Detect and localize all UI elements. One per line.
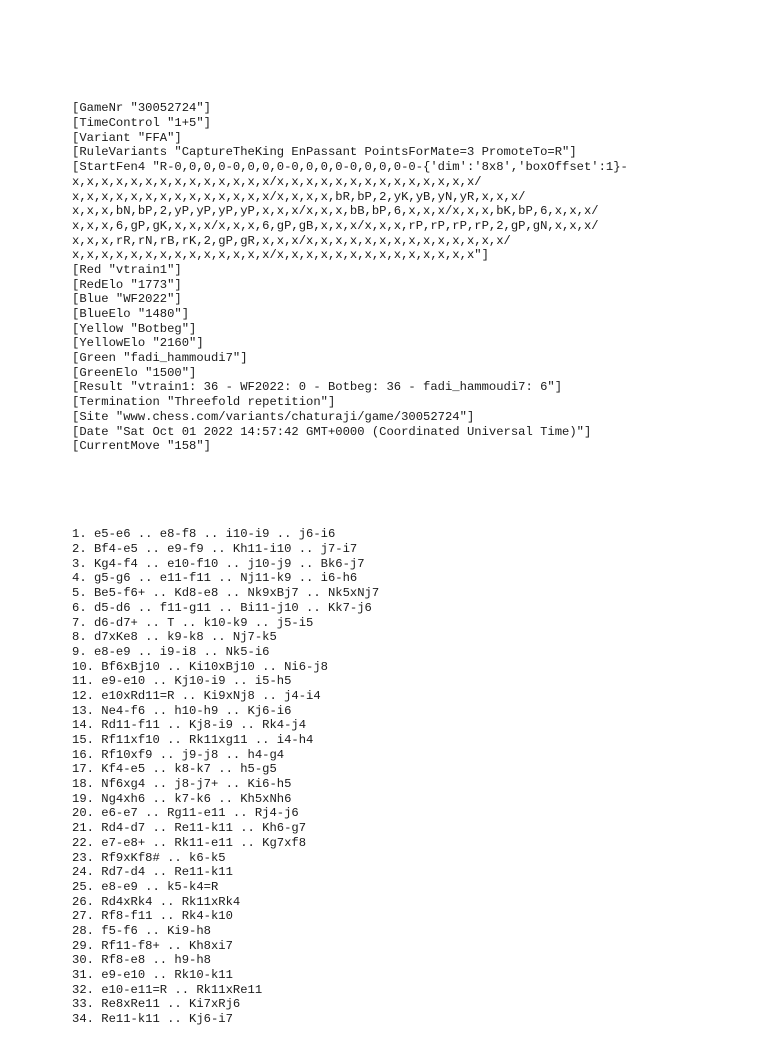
header-tag-line: x,x,x,rR,rN,rB,rK,2,gP,gR,x,x,x/x,x,x,x,x,x,x,x,x,x,x,x,x,x/ bbox=[72, 233, 511, 248]
move-line: 1. e5-e6 .. e8-f8 .. i10-i9 .. j6-i6 bbox=[72, 527, 336, 542]
move-line: 15. Rf11xf10 .. Rk11xg11 .. i4-h4 bbox=[72, 733, 314, 748]
header-tag-line: [GreenElo "1500"] bbox=[72, 365, 197, 380]
move-line: 8. d7xKe8 .. k9-k8 .. Nj7-k5 bbox=[72, 630, 277, 645]
header-tag-line: x,x,x,bN,bP,2,yP,yP,yP,yP,x,x,x/x,x,x,bB,bP,6,x,x,x/x,x,x,bK,bP,6,x,x,x/ bbox=[72, 204, 599, 219]
header-tag-line: [Result "vtrain1: 36 - WF2022: 0 - Botbeg: 36 - fadi_hammoudi7: 6"] bbox=[72, 380, 563, 395]
move-line: 9. e8-e9 .. i9-i8 .. Nk5-i6 bbox=[72, 644, 270, 659]
move-line: 11. e9-e10 .. Kj10-i9 .. i5-h5 bbox=[72, 674, 292, 689]
move-line: 26. Rd4xRk4 .. Rk11xRk4 bbox=[72, 894, 241, 909]
move-line: 3. Kg4-f4 .. e10-f10 .. j10-j9 .. Bk6-j7 bbox=[72, 556, 365, 571]
move-line: 18. Nf6xg4 .. j8-j7+ .. Ki6-h5 bbox=[72, 777, 292, 792]
header-tag-line: x,x,x,x,x,x,x,x,x,x,x,x,x,x/x,x,x,x,bR,bP,2,yK,yB,yN,yR,x,x,x/ bbox=[72, 189, 526, 204]
header-tag-line: [StartFen4 "R-0,0,0,0-0,0,0,0-0,0,0,0-0,0,0,0-0-{'dim':'8x8','boxOffset':1}- bbox=[72, 160, 628, 175]
move-line: 16. Rf10xf9 .. j9-j8 .. h4-g4 bbox=[72, 747, 285, 762]
blank-line bbox=[72, 483, 732, 498]
move-line: 25. e8-e9 .. k5-k4=R bbox=[72, 879, 219, 894]
header-tag-line: x,x,x,x,x,x,x,x,x,x,x,x,x,x/x,x,x,x,x,x,x,x,x,x,x,x,x,x"] bbox=[72, 248, 489, 263]
header-tag-line: [BlueElo "1480"] bbox=[72, 307, 190, 322]
header-tag-line: [Site "www.chess.com/variants/chaturaji/game/30052724"] bbox=[72, 409, 475, 424]
move-line: 22. e7-e8+ .. Rk11-e11 .. Kg7xf8 bbox=[72, 835, 307, 850]
header-tag-line: [Yellow "Botbeg"] bbox=[72, 321, 197, 336]
move-line: 12. e10xRd11=R .. Ki9xNj8 .. j4-i4 bbox=[72, 688, 321, 703]
move-line: 33. Re8xRe11 .. Ki7xRj6 bbox=[72, 997, 241, 1012]
header-tag-line: [Blue "WF2022"] bbox=[72, 292, 182, 307]
move-line: 30. Rf8-e8 .. h9-h8 bbox=[72, 953, 211, 968]
header-tag-line: x,x,x,6,gP,gK,x,x,x/x,x,x,6,gP,gB,x,x,x/x,x,x,rP,rP,rP,rP,2,gP,gN,x,x,x/ bbox=[72, 218, 599, 233]
move-line: 28. f5-f6 .. Ki9-h8 bbox=[72, 923, 211, 938]
move-line: 7. d6-d7+ .. T .. k10-k9 .. j5-i5 bbox=[72, 615, 314, 630]
header-tag-line: [Red "vtrain1"] bbox=[72, 262, 182, 277]
move-line: 34. Re11-k11 .. Kj6-i7 bbox=[72, 1012, 233, 1027]
move-line: 29. Rf11-f8+ .. Kh8xi7 bbox=[72, 938, 233, 953]
header-tag-line: [GameNr "30052724"] bbox=[72, 101, 211, 116]
pgn-header-tags bbox=[72, 101, 732, 454]
header-tag-line: [TimeControl "1+5"] bbox=[72, 116, 211, 131]
move-line: 4. g5-g6 .. e11-f11 .. Nj11-k9 .. i6-h6 bbox=[72, 571, 358, 586]
header-tag-line: [RuleVariants "CaptureTheKing EnPassant PointsForMate=3 PromoteTo=R"] bbox=[72, 145, 577, 160]
move-line: 10. Bf6xBj10 .. Ki10xBj10 .. Ni6-j8 bbox=[72, 659, 328, 674]
header-tag-line: [RedElo "1773"] bbox=[72, 277, 182, 292]
move-line: 13. Ne4-f6 .. h10-h9 .. Kj6-i6 bbox=[72, 703, 292, 718]
pgn-document bbox=[72, 72, 732, 1041]
header-tag-line: [Termination "Threefold repetition"] bbox=[72, 395, 336, 410]
pgn-move-list bbox=[72, 527, 732, 1026]
header-tag-line: x,x,x,x,x,x,x,x,x,x,x,x,x,x/x,x,x,x,x,x,x,x,x,x,x,x,x,x/ bbox=[72, 174, 482, 189]
header-tag-line: [Date "Sat Oct 01 2022 14:57:42 GMT+0000 (Coordinated Universal Time)"] bbox=[72, 424, 592, 439]
move-line: 27. Rf8-f11 .. Rk4-k10 bbox=[72, 909, 233, 924]
move-line: 23. Rf9xKf8# .. k6-k5 bbox=[72, 850, 226, 865]
move-line: 5. Be5-f6+ .. Kd8-e8 .. Nk9xBj7 .. Nk5xNj7 bbox=[72, 586, 380, 601]
header-tag-line: [Variant "FFA"] bbox=[72, 130, 182, 145]
move-line: 31. e9-e10 .. Rk10-k11 bbox=[72, 968, 233, 983]
move-line: 24. Rd7-d4 .. Re11-k11 bbox=[72, 865, 233, 880]
move-line: 6. d5-d6 .. f11-g11 .. Bi11-j10 .. Kk7-j6 bbox=[72, 600, 372, 615]
move-line: 17. Kf4-e5 .. k8-k7 .. h5-g5 bbox=[72, 762, 277, 777]
move-line: 19. Ng4xh6 .. k7-k6 .. Kh5xNh6 bbox=[72, 791, 292, 806]
move-line: 32. e10-e11=R .. Rk11xRe11 bbox=[72, 982, 263, 997]
header-tag-line: [YellowElo "2160"] bbox=[72, 336, 204, 351]
move-line: 20. e6-e7 .. Rg11-e11 .. Rj4-j6 bbox=[72, 806, 299, 821]
move-line: 21. Rd4-d7 .. Re11-k11 .. Kh6-g7 bbox=[72, 821, 307, 836]
header-tag-line: [CurrentMove "158"] bbox=[72, 439, 211, 454]
header-tag-line: [Green "fadi_hammoudi7"] bbox=[72, 351, 248, 366]
move-line: 14. Rd11-f11 .. Kj8-i9 .. Rk4-j4 bbox=[72, 718, 307, 733]
move-line: 2. Bf4-e5 .. e9-f9 .. Kh11-i10 .. j7-i7 bbox=[72, 542, 358, 557]
